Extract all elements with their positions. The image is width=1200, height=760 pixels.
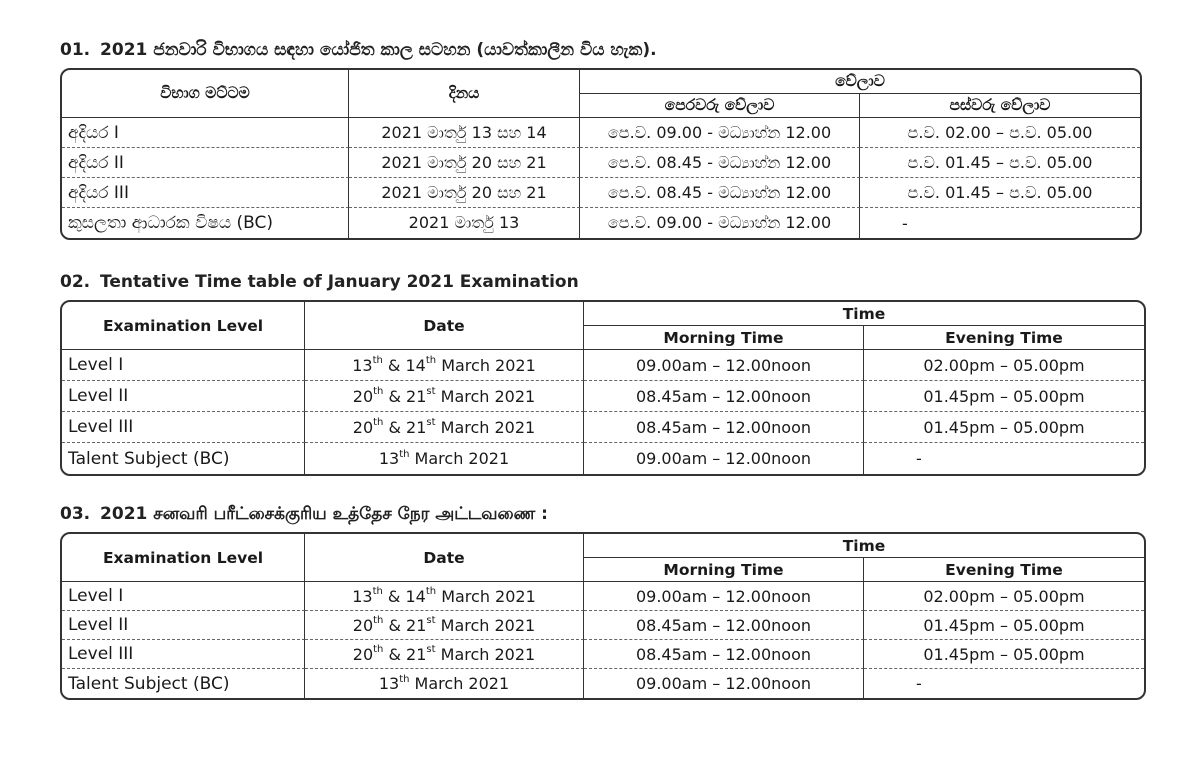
row-evening: ප.ව. 02.00 – ප.ව. 05.00	[860, 118, 1140, 148]
row-evening: -	[916, 674, 922, 693]
table-row	[62, 148, 1140, 178]
section-1-number: 01.	[60, 40, 91, 60]
table-row	[62, 611, 1144, 640]
header-evening: Evening Time	[864, 326, 1144, 350]
header-level: විභාග මට්ටම	[62, 70, 349, 118]
row-level: අදියර I	[62, 118, 349, 148]
header-time: වේලාව	[580, 70, 1140, 94]
header-morning: පෙරවරු වේලාව	[580, 94, 860, 118]
section-2-title-text: Tentative Time table of January 2021 Examination	[100, 272, 579, 292]
section-1-title	[60, 40, 657, 60]
row-date: 13th March 2021	[305, 443, 584, 474]
row-level: Level III	[62, 640, 305, 669]
row-date: 20th & 21st March 2021	[305, 640, 584, 669]
table-row	[62, 412, 1144, 443]
row-level: Talent Subject (BC)	[62, 443, 305, 474]
header-evening: පස්වරු වේලාව	[860, 94, 1140, 118]
header-morning: Morning Time	[584, 326, 864, 350]
section-3-title	[60, 504, 548, 526]
row-level: Talent Subject (BC)	[62, 669, 305, 698]
row-evening: 01.45pm – 05.00pm	[864, 412, 1144, 443]
table-row	[62, 118, 1140, 148]
table-row	[62, 443, 1144, 474]
row-date: 20th & 21st March 2021	[305, 381, 584, 412]
table-row	[62, 669, 1144, 698]
section-3-number: 03.	[60, 504, 91, 524]
row-evening: 01.45pm – 05.00pm	[864, 640, 1144, 669]
row-evening: ප.ව. 01.45 – ප.ව. 05.00	[860, 178, 1140, 208]
header-time: Time	[584, 534, 1144, 558]
row-level: අදියර II	[62, 148, 349, 178]
row-morning: 09.00am – 12.00noon	[584, 350, 864, 381]
table-row	[62, 178, 1140, 208]
section-2-title	[60, 272, 579, 292]
row-morning: පෙ.ව. 08.45 - මධ්‍යාහ්න 12.00	[580, 178, 860, 208]
section-3-title-text: 2021 சனவரி பரீட்சைக்குரிய உத்தேச நேர அட்டவணை :	[100, 504, 548, 524]
row-date: 2021 මාර්තු 20 සහ 21	[349, 148, 580, 178]
table-row	[62, 350, 1144, 381]
row-date: 2021 මාර්තු 13 සහ 14	[349, 118, 580, 148]
header-morning: Morning Time	[584, 558, 864, 582]
row-evening: 02.00pm – 05.00pm	[864, 350, 1144, 381]
row-morning: 08.45am – 12.00noon	[584, 611, 864, 640]
row-morning: 09.00am – 12.00noon	[584, 443, 864, 474]
timetable-sinhala	[60, 68, 1142, 240]
header-date: දිනය	[349, 70, 580, 118]
row-morning: 09.00am – 12.00noon	[584, 669, 864, 698]
row-evening: ප.ව. 01.45 – ප.ව. 05.00	[860, 148, 1140, 178]
timetable-english	[60, 300, 1146, 476]
header-date: Date	[305, 534, 584, 582]
row-level: Level II	[62, 381, 305, 412]
table-row	[62, 640, 1144, 669]
section-2-number: 02.	[60, 272, 91, 292]
row-morning: පෙ.ව. 08.45 - මධ්‍යාහ්න 12.00	[580, 148, 860, 178]
section-1-title-text: 2021 ජනවාරි විභාගය සඳහා යෝජිත කාල සටහන (යාවත්කාලීන විය හැක).	[100, 40, 657, 60]
row-morning: 08.45am – 12.00noon	[584, 640, 864, 669]
header-level: Examination Level	[62, 302, 305, 350]
row-morning: 08.45am – 12.00noon	[584, 381, 864, 412]
row-date: 20th & 21st March 2021	[305, 611, 584, 640]
row-level: Level II	[62, 611, 305, 640]
row-evening: 02.00pm – 05.00pm	[864, 582, 1144, 611]
row-level: Level I	[62, 582, 305, 611]
row-date: 2021 මාර්තු 13	[349, 208, 580, 238]
row-level: කුසලතා ආධාරක විෂය (BC)	[62, 208, 349, 238]
row-level: අදියර III	[62, 178, 349, 208]
row-morning: පෙ.ව. 09.00 - මධ්‍යාහ්න 12.00	[580, 208, 860, 238]
row-date: 2021 මාර්තු 20 සහ 21	[349, 178, 580, 208]
row-date: 20th & 21st March 2021	[305, 412, 584, 443]
row-date: 13th & 14th March 2021	[305, 582, 584, 611]
table-row	[62, 208, 1140, 238]
row-date: 13th & 14th March 2021	[305, 350, 584, 381]
row-evening: 01.45pm – 05.00pm	[864, 381, 1144, 412]
row-level: Level I	[62, 350, 305, 381]
table-row	[62, 381, 1144, 412]
header-time: Time	[584, 302, 1144, 326]
row-evening: 01.45pm – 05.00pm	[864, 611, 1144, 640]
header-evening: Evening Time	[864, 558, 1144, 582]
row-morning: 08.45am – 12.00noon	[584, 412, 864, 443]
header-date: Date	[305, 302, 584, 350]
header-level: Examination Level	[62, 534, 305, 582]
table-row	[62, 582, 1144, 611]
row-morning: පෙ.ව. 09.00 - මධ්‍යාහ්න 12.00	[580, 118, 860, 148]
timetable-tamil	[60, 532, 1146, 700]
row-level: Level III	[62, 412, 305, 443]
row-date: 13th March 2021	[305, 669, 584, 698]
row-evening: -	[916, 449, 922, 468]
row-morning: 09.00am – 12.00noon	[584, 582, 864, 611]
row-evening: -	[902, 213, 908, 233]
